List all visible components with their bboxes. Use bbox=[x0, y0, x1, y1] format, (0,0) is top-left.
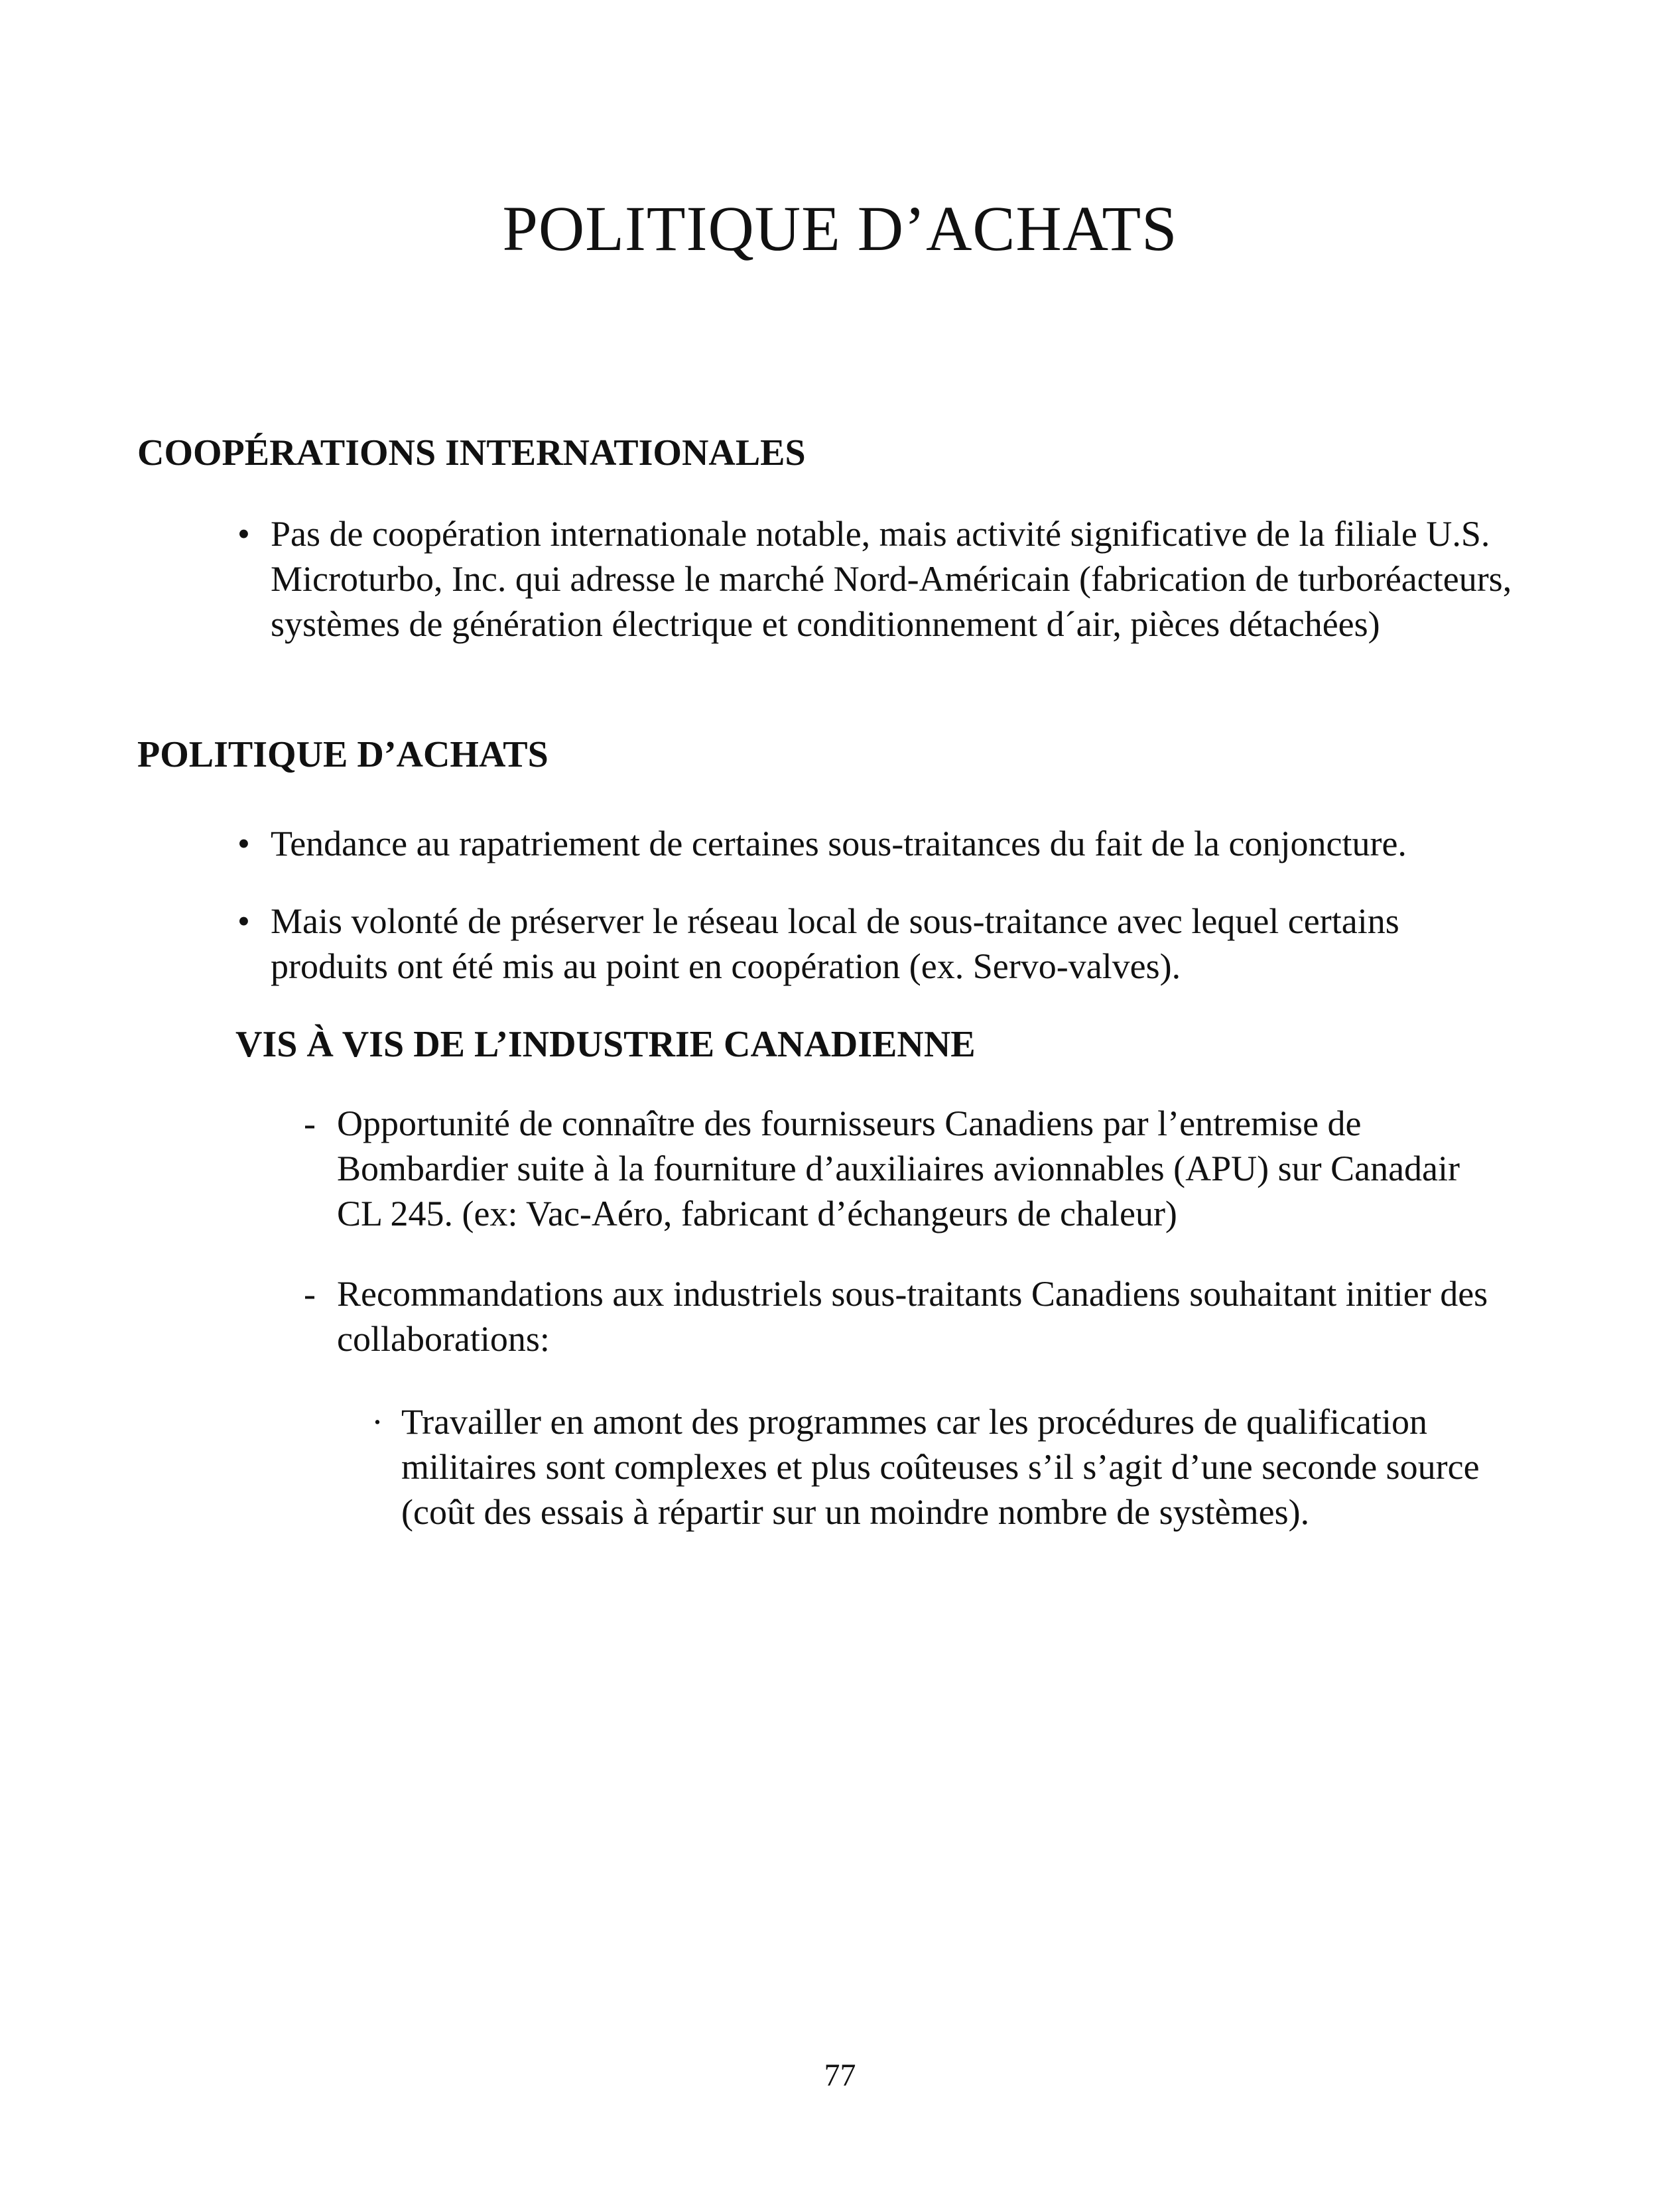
section-heading-cooperations: COOPÉRATIONS INTERNATIONALES bbox=[137, 432, 806, 473]
bullet-item-reseau-local bbox=[237, 899, 1464, 989]
bullet-text: Tendance au rapatriement de certaines sous-traitances du fait de la conjoncture. bbox=[271, 824, 1407, 863]
bullet-marker: • bbox=[237, 901, 250, 941]
section-heading-industrie: VIS À VIS DE L’INDUSTRIE CANADIENNE bbox=[235, 1024, 976, 1065]
page-number: 77 bbox=[824, 2058, 856, 2093]
dash-text: Recommandations aux industriels sous-traitants Canadiens souhaitant initier des collaborations: bbox=[337, 1274, 1488, 1359]
dash-text: Opportunité de connaître des fournisseurs Canadiens par l’entremise de Bombardier suite à la fourniture d’auxiliaires avionnables (APU) sur Canadair CL 245. (ex: Vac-Aéro, fabricant d’échangeurs de chaleur) bbox=[337, 1103, 1460, 1233]
dash-marker: - bbox=[304, 1103, 316, 1143]
dash-item-fournisseurs bbox=[304, 1101, 1498, 1236]
section-heading-politique: POLITIQUE D’ACHATS bbox=[137, 734, 549, 775]
dash-item-recommandations bbox=[304, 1271, 1564, 1361]
bullet-marker: • bbox=[237, 824, 250, 863]
bullet-text: Mais volonté de préserver le réseau local de sous-traitance avec lequel certains produits ont été mis au point en coopération (ex. Servo-valves). bbox=[271, 901, 1399, 986]
page-title: POLITIQUE D’ACHATS bbox=[502, 193, 1178, 264]
sub-item-travailler bbox=[371, 1399, 1555, 1535]
bullet-item-cooperation bbox=[237, 511, 1531, 647]
dash-marker: - bbox=[304, 1274, 316, 1314]
bullet-marker: • bbox=[237, 514, 250, 554]
sub-text: Travailler en amont des programmes car les procédures de qualification militaires sont complexes et plus coûteuses s’il s’agit d’une seconde source (coût des essais à répartir sur un moindre nombre de systèmes). bbox=[401, 1402, 1480, 1532]
dot-marker: · bbox=[371, 1402, 383, 1442]
bullet-text: Pas de coopération internationale notable, mais activité significative de la filiale U.S. Microturbo, Inc. qui adresse le marché Nord-Américain (fabrication de turboréacteurs, systèmes de génération électrique et conditionnement d´air, pièces détachées) bbox=[271, 514, 1512, 644]
bullet-item-rapatriement bbox=[237, 821, 1564, 866]
